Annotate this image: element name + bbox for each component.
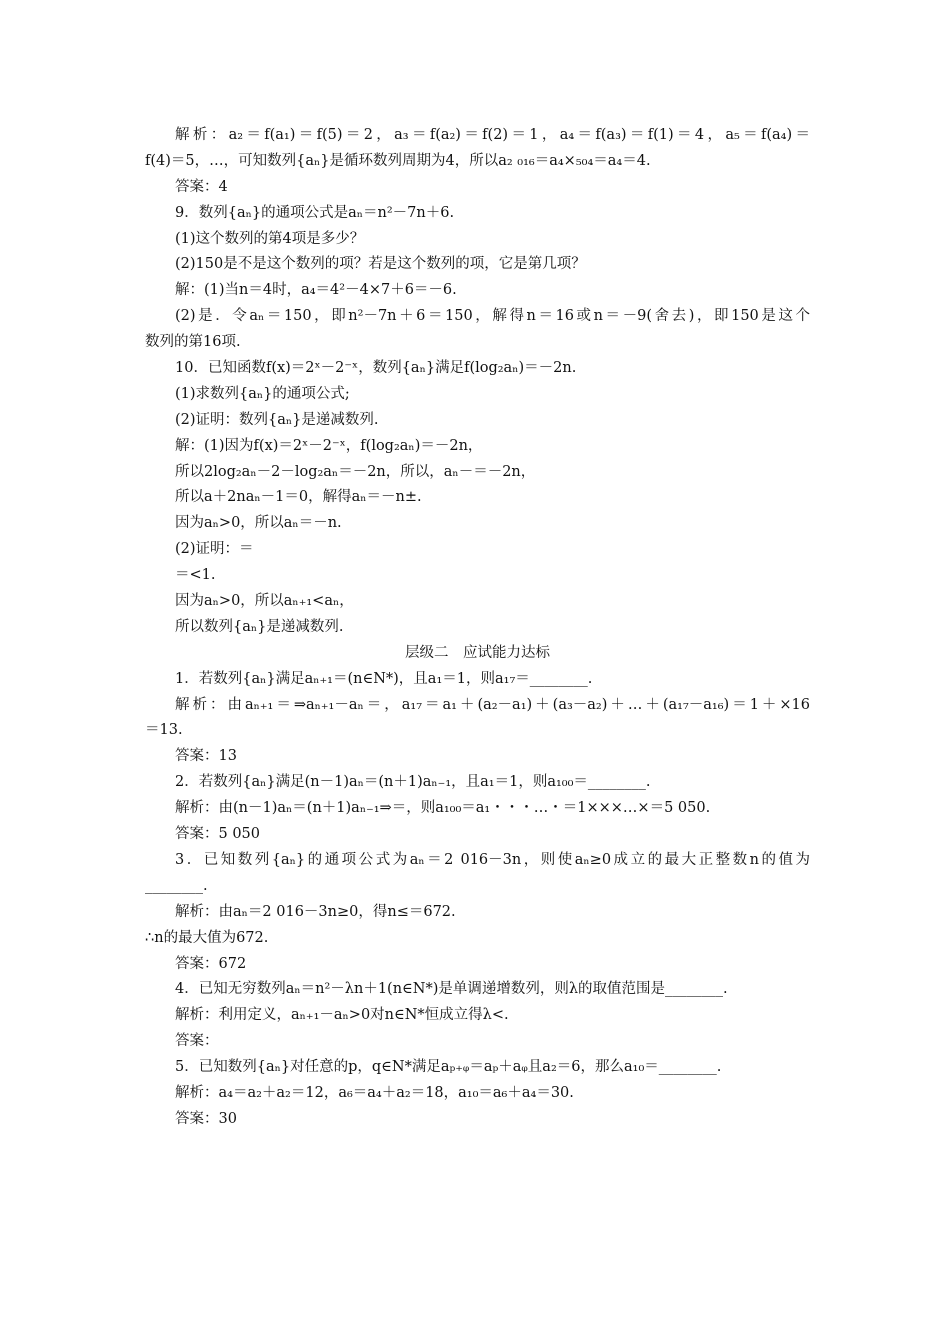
text-line: ________. [145, 877, 208, 894]
text-line: 2．若数列{aₙ}满足(n－1)aₙ＝(n＋1)aₙ₋₁，且a₁＝1，则a₁₀₀＝________. [175, 774, 651, 791]
text-line: 解析：由aₙ＝2 016－3n≥0，得n≤＝672. [175, 903, 456, 920]
text-line: 因为aₙ>0，所以aₙ＝－n. [175, 515, 342, 532]
text-line: ＝13. [145, 722, 183, 739]
document-body [145, 123, 810, 1133]
text-line: 9．数列{aₙ}的通项公式是aₙ＝n²－7n＋6. [175, 204, 455, 221]
text-line: 解：(1)当n＝4时，a₄＝4²－4×7＋6＝－6. [175, 282, 457, 299]
text-line: 1．若数列{aₙ}满足aₙ₊₁＝(n∈N*)，且a₁＝1，则a₁₇＝________. [175, 670, 593, 687]
text-line: 层级二 应试能力达标 [405, 644, 550, 661]
text-line: ∴n的最大值为672. [145, 929, 269, 946]
text-line: 解析：a₂＝f(a₁)＝f(5)＝2，a₃＝f(a₂)＝f(2)＝1，a₄＝f(a₃)＝f(1)＝4，a₅＝f(a₄)＝ [175, 127, 810, 143]
text-line: (2)证明：＝ [175, 541, 254, 558]
text-line: 所以a＋2naₙ－1＝0，解得aₙ＝－n±. [175, 489, 422, 506]
text-line: 答案：672 [175, 955, 247, 972]
text-line: 解析：利用定义，aₙ₊₁－aₙ>0对n∈N*恒成立得λ<. [175, 1007, 509, 1024]
text-line: (2)证明：数列{aₙ}是递减数列. [175, 411, 379, 428]
text-line: (2)150是不是这个数列的项？若是这个数列的项，它是第几项？ [175, 256, 586, 273]
text-line: 答案： [175, 1033, 219, 1050]
text-line: 答案：30 [175, 1110, 237, 1127]
text-line: (2)是．令aₙ＝150，即n²－7n＋6＝150，解得n＝16或n＝－9(舍去)，即150是这个 [175, 308, 810, 325]
text-line: 解析：由aₙ₊₁＝⇒aₙ₊₁－aₙ＝，a₁₇＝a₁＋(a₂－a₁)＋(a₃－a₂)＋…＋(a₁₇－a₁₆)＝1＋×16 [175, 696, 810, 713]
text-line: 答案：5 050 [175, 826, 261, 843]
text-line: 所以数列{aₙ}是递减数列. [175, 618, 344, 635]
text-line: 5．已知数列{aₙ}对任意的p，q∈N*满足aₚ₊ᵩ＝aₚ＋aᵩ且a₂＝6，那么a₁₀＝________. [175, 1059, 722, 1076]
text-line: 因为aₙ>0，所以aₙ₊₁<aₙ， [175, 593, 354, 610]
text-line: (1)求数列{aₙ}的通项公式; [175, 385, 350, 402]
text-line: 答案：4 [175, 178, 228, 195]
text-line: f(4)＝5，…，可知数列{aₙ}是循环数列周期为4，所以a₂ ₀₁₆＝a₄×₅₀₄＝a₄＝4. [145, 152, 651, 169]
text-line: 10．已知函数f(x)＝2ˣ－2⁻ˣ，数列{aₙ}满足f(log₂aₙ)＝－2n. [175, 360, 577, 377]
text-line: 所以2log₂aₙ－2－log₂aₙ＝－2n，所以，aₙ－＝－2n， [175, 463, 536, 480]
text-line: 解析：由(n－1)aₙ＝(n＋1)aₙ₋₁⇒＝，则a₁₀₀＝a₁・・・…・＝1×××…×＝5 050. [175, 800, 711, 817]
text-line: 解析：a₄＝a₂＋a₂＝12，a₆＝a₄＋a₂＝18，a₁₀＝a₆＋a₄＝30. [175, 1084, 574, 1101]
text-line: 数列的第16项. [145, 334, 241, 351]
text-line: 4．已知无穷数列aₙ＝n²－λn＋1(n∈N*)是单调递增数列，则λ的取值范围是________. [175, 981, 728, 998]
text-line: 解：(1)因为f(x)＝2ˣ－2⁻ˣ，f(log₂aₙ)＝－2n， [175, 437, 483, 454]
text-line: (1)这个数列的第4项是多少？ [175, 230, 365, 247]
text-line: 答案：13 [175, 748, 237, 765]
text-line: ＝<1. [175, 567, 216, 584]
text-line: 3．已知数列{aₙ}的通项公式为aₙ＝2 016－3n，则使aₙ≥0成立的最大正整数n的值为 [175, 851, 810, 868]
